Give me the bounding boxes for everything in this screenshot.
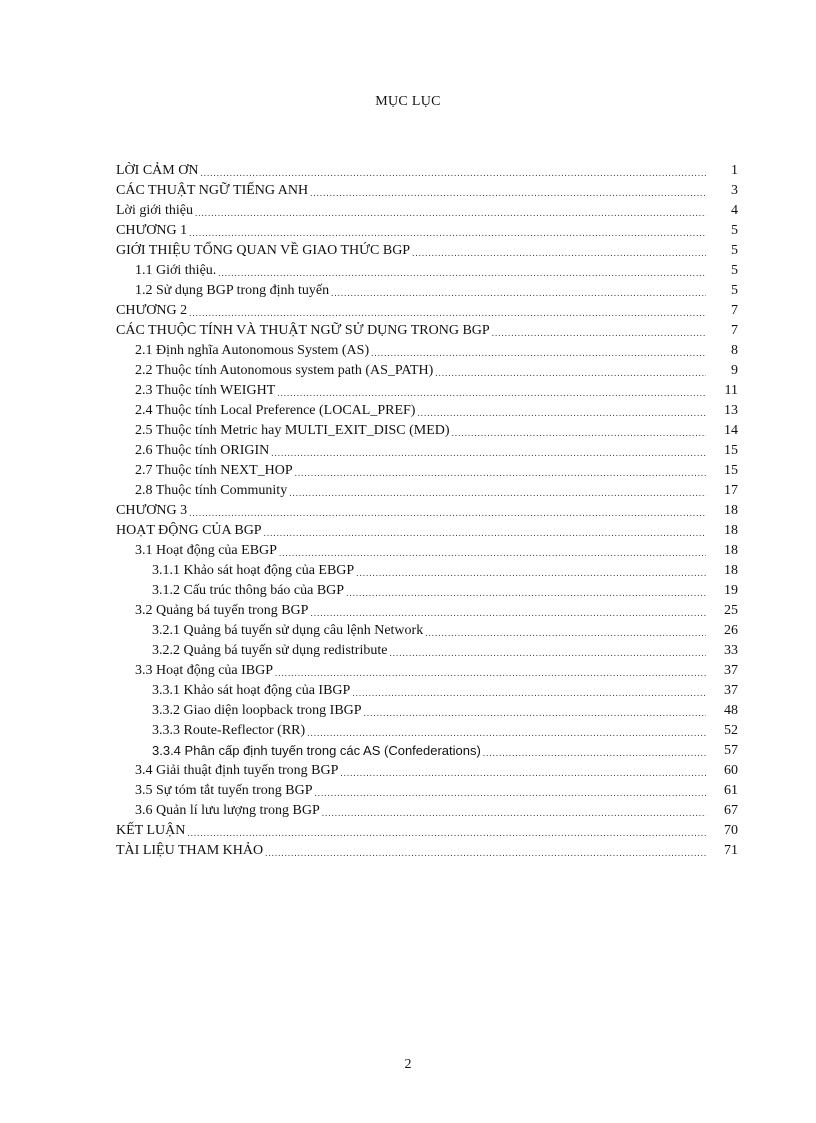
toc-entry-title: 2.5 Thuộc tính Metric hay MULTI_EXIT_DISC (MED): [135, 423, 450, 438]
toc-dot-leader: [187, 825, 706, 841]
toc-dot-leader: [295, 465, 706, 481]
toc-dot-leader: [275, 665, 706, 681]
toc-entry-page: 13: [724, 403, 738, 418]
toc-dot-leader: [389, 645, 706, 661]
toc-entry-title: CHƯƠNG 1: [116, 223, 188, 238]
toc-entry-title: 2.2 Thuộc tính Autonomous system path (AS_PATH): [135, 363, 434, 378]
toc-entry-page: 37: [724, 663, 738, 678]
toc-dot-leader: [271, 445, 706, 461]
toc-dot-leader: [189, 305, 706, 321]
toc-dot-leader: [265, 845, 706, 861]
table-of-contents: [116, 161, 738, 861]
toc-entry-page: 52: [724, 723, 738, 738]
toc-entry-page: 14: [724, 423, 738, 438]
toc-entry[interactable]: [116, 801, 738, 821]
toc-entry[interactable]: [116, 441, 738, 461]
toc-entry[interactable]: [116, 301, 738, 321]
toc-entry-page: 61: [724, 783, 738, 798]
toc-entry[interactable]: [116, 701, 738, 721]
toc-entry[interactable]: [116, 581, 738, 601]
toc-entry-title: 3.3.4 Phân cấp định tuyến trong các AS (Confederations): [152, 743, 481, 758]
page-number: 2: [404, 1057, 412, 1072]
toc-entry-title: 3.2 Quảng bá tuyến trong BGP: [135, 603, 309, 618]
toc-entry-title: GIỚI THIỆU TỔNG QUAN VỀ GIAO THỨC BGP: [116, 243, 411, 258]
toc-dot-leader: [425, 625, 706, 641]
toc-dot-leader: [346, 585, 706, 601]
toc-dot-leader: [279, 545, 706, 561]
toc-entry-title: 3.3.2 Giao diện loopback trong IBGP: [152, 703, 362, 718]
toc-entry-title: 3.3.1 Khảo sát hoạt động của IBGP: [152, 683, 351, 698]
page-title: MỤC LỤC: [375, 94, 441, 109]
toc-entry-title: 1.2 Sử dụng BGP trong định tuyến: [135, 283, 330, 298]
toc-entry-title: 2.6 Thuộc tính ORIGIN: [135, 443, 270, 458]
toc-entry[interactable]: [116, 501, 738, 521]
toc-entry-page: 33: [724, 643, 738, 658]
toc-dot-leader: [218, 265, 706, 281]
toc-dot-leader: [371, 345, 706, 361]
toc-entry-title: CHƯƠNG 2: [116, 303, 188, 318]
toc-entry-page: 7: [731, 323, 738, 338]
toc-dot-leader: [492, 325, 706, 341]
toc-entry-page: 17: [724, 483, 738, 498]
toc-entry[interactable]: [116, 621, 738, 641]
toc-entry[interactable]: [116, 181, 738, 201]
toc-entry-page: 57: [724, 743, 738, 758]
toc-entry-title: TÀI LIỆU THAM KHẢO: [116, 843, 264, 858]
toc-entry-title: 3.1 Hoạt động của EBGP: [135, 543, 277, 558]
toc-dot-leader: [310, 605, 706, 621]
toc-dot-leader: [189, 225, 706, 241]
toc-entry[interactable]: [116, 201, 738, 221]
toc-entry-page: 5: [731, 283, 738, 298]
toc-entry-page: 3: [731, 183, 738, 198]
toc-entry-page: 60: [724, 763, 738, 778]
toc-entry-page: 5: [731, 243, 738, 258]
toc-dot-leader: [352, 685, 706, 701]
toc-entry-page: 4: [731, 203, 738, 218]
toc-entry-title: 2.1 Định nghĩa Autonomous System (AS): [135, 343, 370, 358]
toc-dot-leader: [364, 705, 706, 721]
toc-entry-title: 2.3 Thuộc tính WEIGHT: [135, 383, 276, 398]
toc-entry-page: 8: [731, 343, 738, 358]
toc-entry[interactable]: [116, 341, 738, 361]
toc-entry[interactable]: [116, 361, 738, 381]
toc-entry-title: CÁC THUỘC TÍNH VÀ THUẬT NGỮ SỬ DỤNG TRONG BGP: [116, 323, 490, 338]
toc-entry[interactable]: [116, 841, 738, 861]
toc-dot-leader: [315, 785, 706, 801]
toc-entry-page: 9: [731, 363, 738, 378]
toc-entry-page: 25: [724, 603, 738, 618]
toc-entry[interactable]: [116, 261, 738, 281]
toc-entry[interactable]: [116, 741, 738, 761]
toc-entry[interactable]: [116, 561, 738, 581]
toc-entry-title: KẾT LUẬN: [116, 823, 186, 838]
toc-dot-leader: [435, 365, 706, 381]
toc-dot-leader: [195, 205, 706, 221]
toc-entry-title: 3.3.3 Route-Reflector (RR): [152, 723, 306, 738]
toc-entry[interactable]: [116, 401, 738, 421]
toc-entry[interactable]: [116, 761, 738, 781]
toc-entry-title: Lời giới thiệu: [116, 203, 194, 218]
toc-entry[interactable]: [116, 681, 738, 701]
toc-entry-page: 15: [724, 443, 738, 458]
toc-dot-leader: [277, 385, 706, 401]
toc-dot-leader: [483, 745, 706, 761]
toc-entry-title: 3.5 Sự tóm tắt tuyến trong BGP: [135, 783, 313, 798]
toc-entry[interactable]: [116, 821, 738, 841]
toc-entry-page: 7: [731, 303, 738, 318]
toc-entry-title: LỜI CẢM ƠN: [116, 163, 199, 178]
toc-entry[interactable]: [116, 281, 738, 301]
toc-entry-page: 67: [724, 803, 738, 818]
toc-entry-page: 18: [724, 503, 738, 518]
toc-entry-title: CÁC THUẬT NGỮ TIẾNG ANH: [116, 183, 309, 198]
toc-entry[interactable]: [116, 241, 738, 261]
toc-entry-title: 3.1.2 Cấu trúc thông báo của BGP: [152, 583, 345, 598]
toc-entry[interactable]: [116, 421, 738, 441]
toc-dot-leader: [322, 805, 706, 821]
toc-entry-page: 5: [731, 263, 738, 278]
toc-entry-page: 1: [731, 163, 738, 178]
toc-entry-page: 19: [724, 583, 738, 598]
toc-entry[interactable]: [116, 161, 738, 181]
toc-entry[interactable]: [116, 781, 738, 801]
toc-entry-page: 48: [724, 703, 738, 718]
toc-entry[interactable]: [116, 461, 738, 481]
toc-entry[interactable]: [116, 521, 738, 541]
toc-entry-page: 5: [731, 223, 738, 238]
toc-entry-title: 3.3 Hoạt động của IBGP: [135, 663, 274, 678]
toc-entry-title: 3.4 Giải thuật định tuyến trong BGP: [135, 763, 339, 778]
toc-entry[interactable]: [116, 541, 738, 561]
toc-entry[interactable]: [116, 641, 738, 661]
toc-dot-leader: [264, 525, 706, 541]
toc-entry-title: 3.2.2 Quảng bá tuyến sử dụng redistribute: [152, 643, 388, 658]
toc-entry-page: 18: [724, 563, 738, 578]
toc-dot-leader: [289, 485, 706, 501]
toc-dot-leader: [340, 765, 706, 781]
toc-entry-page: 18: [724, 523, 738, 538]
toc-entry-page: 26: [724, 623, 738, 638]
toc-dot-leader: [412, 245, 706, 261]
toc-entry-page: 18: [724, 543, 738, 558]
toc-entry-title: 3.6 Quản lí lưu lượng trong BGP: [135, 803, 320, 818]
toc-entry[interactable]: [116, 221, 738, 241]
toc-entry-title: 3.2.1 Quảng bá tuyến sử dụng câu lệnh Network: [152, 623, 424, 638]
toc-dot-leader: [189, 505, 706, 521]
toc-entry[interactable]: [116, 601, 738, 621]
toc-entry[interactable]: [116, 321, 738, 341]
toc-entry[interactable]: [116, 721, 738, 741]
toc-dot-leader: [331, 285, 706, 301]
toc-entry-title: HOẠT ĐỘNG CỦA BGP: [116, 523, 262, 538]
toc-entry[interactable]: [116, 481, 738, 501]
toc-entry-title: 2.4 Thuộc tính Local Preference (LOCAL_PREF): [135, 403, 416, 418]
toc-entry-title: 1.1 Giới thiệu.: [135, 263, 217, 278]
toc-entry-page: 15: [724, 463, 738, 478]
toc-entry-page: 11: [724, 383, 738, 398]
toc-entry[interactable]: [116, 661, 738, 681]
toc-entry-title: 2.7 Thuộc tính NEXT_HOP: [135, 463, 293, 478]
toc-dot-leader: [200, 165, 706, 181]
toc-entry-page: 37: [724, 683, 738, 698]
toc-entry[interactable]: [116, 381, 738, 401]
toc-entry-title: 2.8 Thuộc tính Community: [135, 483, 288, 498]
toc-dot-leader: [452, 425, 706, 441]
toc-entry-title: 3.1.1 Khảo sát hoạt động của EBGP: [152, 563, 355, 578]
toc-dot-leader: [310, 185, 706, 201]
toc-dot-leader: [417, 405, 706, 421]
toc-dot-leader: [307, 725, 706, 741]
toc-entry-page: 71: [724, 843, 738, 858]
toc-entry-title: CHƯƠNG 3: [116, 503, 188, 518]
toc-dot-leader: [356, 565, 706, 581]
toc-entry-page: 70: [724, 823, 738, 838]
